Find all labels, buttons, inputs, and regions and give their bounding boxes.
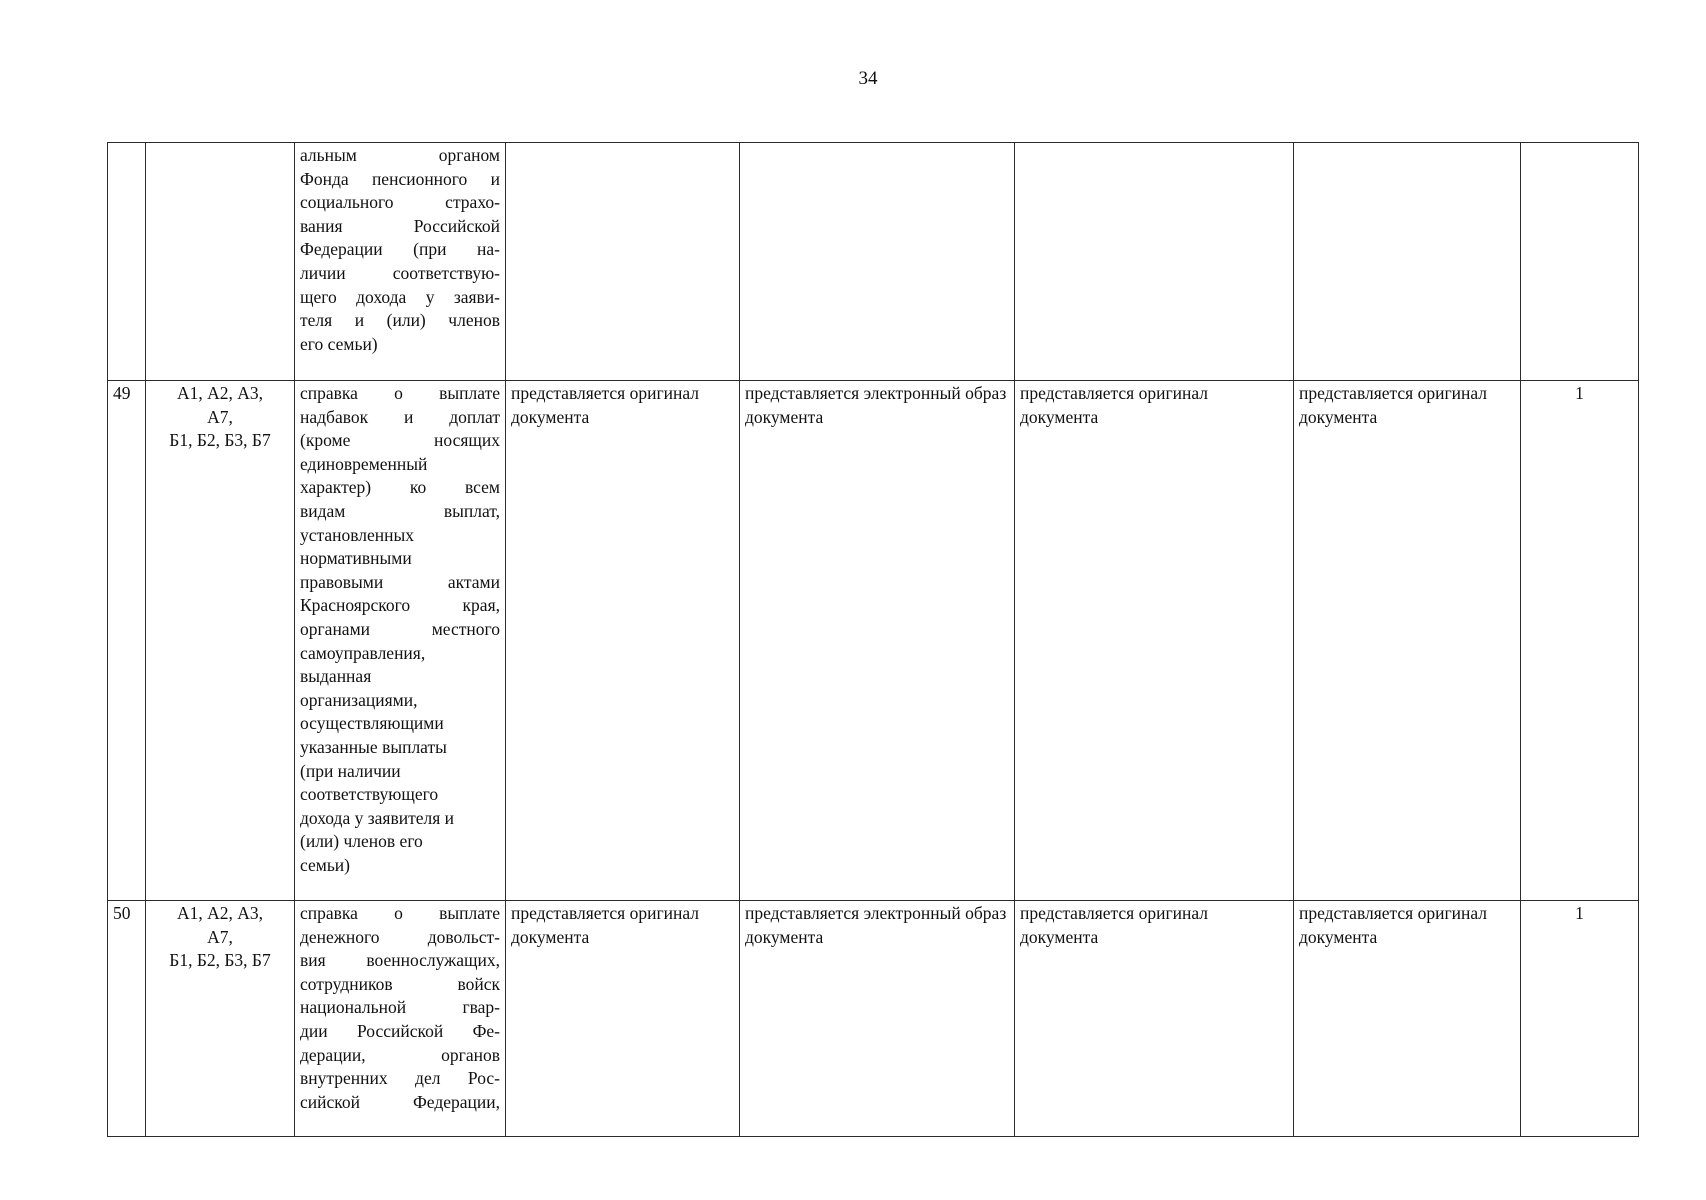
document-name-line: его семьи): [300, 333, 378, 354]
document-name-line: щего дохода у заяви-: [300, 286, 500, 307]
document-name-line: (или) членов его: [300, 831, 423, 852]
document-name-line: личии соответствую-: [300, 262, 500, 283]
category-line: Б1, Б2, Б3, Б7: [169, 430, 271, 451]
count-cell: [1521, 143, 1639, 381]
count-cell: 1: [1521, 901, 1639, 1137]
document-name-line: выданная: [300, 666, 372, 687]
document-name-line: органами местного: [300, 618, 500, 639]
document-name-line: видам выплат,: [300, 500, 500, 521]
table-row-50: [108, 901, 1639, 1137]
document-name-line: (при наличии: [300, 760, 401, 781]
document-name-line: вания Российской: [300, 215, 500, 236]
submission-cell-col7: представляется оригинал документа: [1294, 901, 1521, 1137]
document-name-line: справка о выплате: [300, 383, 500, 403]
category-line: А1, А2, А3,: [176, 903, 264, 923]
document-name-line: нормативными: [300, 548, 412, 569]
document-name-line: альным органом: [300, 145, 500, 165]
category-line: А7,: [207, 926, 233, 947]
document-name-line: вия военнослужащих,: [300, 950, 500, 971]
document-name-line: дии Российской Фе-: [300, 1020, 500, 1041]
submission-cell-col5: [740, 143, 1015, 381]
document-name-line: Федерации (при на-: [300, 239, 500, 260]
document-table: [107, 142, 1639, 1137]
document-name-line: денежного довольст-: [300, 926, 500, 947]
document-name-line: правовыми актами: [300, 571, 500, 592]
document-name-line: внутренних дел Рос-: [300, 1068, 500, 1089]
category-line: А7,: [207, 406, 233, 427]
document-name-cell: [295, 901, 506, 1137]
category-line: А1, А2, А3,: [176, 383, 264, 403]
page-number: 34: [858, 68, 878, 89]
document-name-line: (кроме носящих: [300, 430, 500, 451]
row-number-cell: 50: [108, 901, 146, 1137]
document-name-line: единовременный: [300, 453, 428, 474]
document-name-line: Красноярского края,: [300, 595, 500, 616]
submission-cell-col7: [1294, 143, 1521, 381]
document-name-line: Фонда пенсионного и: [300, 168, 500, 189]
row-number-cell: 49: [108, 381, 146, 901]
submission-cell-col4: представляется оригинал документа: [506, 901, 740, 1137]
document-name-line: установленных: [300, 524, 415, 545]
document-name-line: сийской Федерации,: [300, 1091, 500, 1112]
document-name-line: самоуправления,: [300, 642, 426, 663]
table-row-49: [108, 381, 1639, 901]
document-name-line: соответствующего: [300, 784, 439, 805]
submission-cell-col6: [1015, 143, 1294, 381]
submission-cell-col6: представляется оригинал документа: [1015, 381, 1294, 901]
submission-cell-col4: представляется оригинал документа: [506, 381, 740, 901]
document-name-line: теля и (или) членов: [300, 310, 500, 331]
document-name-line: характер) ко всем: [300, 477, 500, 498]
submission-cell-col5: представляется электронный образ документа: [740, 381, 1015, 901]
submission-cell-col6: представляется оригинал документа: [1015, 901, 1294, 1137]
categories-cell: [146, 901, 295, 1137]
document-name-line: национальной гвар-: [300, 997, 500, 1018]
document-name-line: дохода у заявителя и: [300, 807, 455, 828]
document-name-line: семьи): [300, 854, 350, 875]
document-name-line: осуществляющими: [300, 713, 444, 734]
row-number-cell: [108, 143, 146, 381]
document-name-line: надбавок и доплат: [300, 406, 500, 427]
submission-cell-col5: представляется электронный образ документа: [740, 901, 1015, 1137]
document-name-line: сотрудников войск: [300, 973, 500, 994]
categories-cell: [146, 143, 295, 381]
submission-cell-col7: представляется оригинал документа: [1294, 381, 1521, 901]
submission-cell-col4: [506, 143, 740, 381]
document-name-line: указанные выплаты: [300, 736, 447, 757]
count-cell: 1: [1521, 381, 1639, 901]
table-row-continuation: [108, 143, 1639, 381]
category-line: Б1, Б2, Б3, Б7: [169, 950, 271, 971]
document-name-cell: [295, 381, 506, 901]
document-name-line: дерации, органов: [300, 1044, 500, 1065]
document-name-line: социального страхо-: [300, 192, 500, 213]
document-name-line: справка о выплате: [300, 903, 500, 923]
document-name-cell: [295, 143, 506, 381]
document-name-line: организациями,: [300, 689, 418, 710]
categories-cell: [146, 381, 295, 901]
